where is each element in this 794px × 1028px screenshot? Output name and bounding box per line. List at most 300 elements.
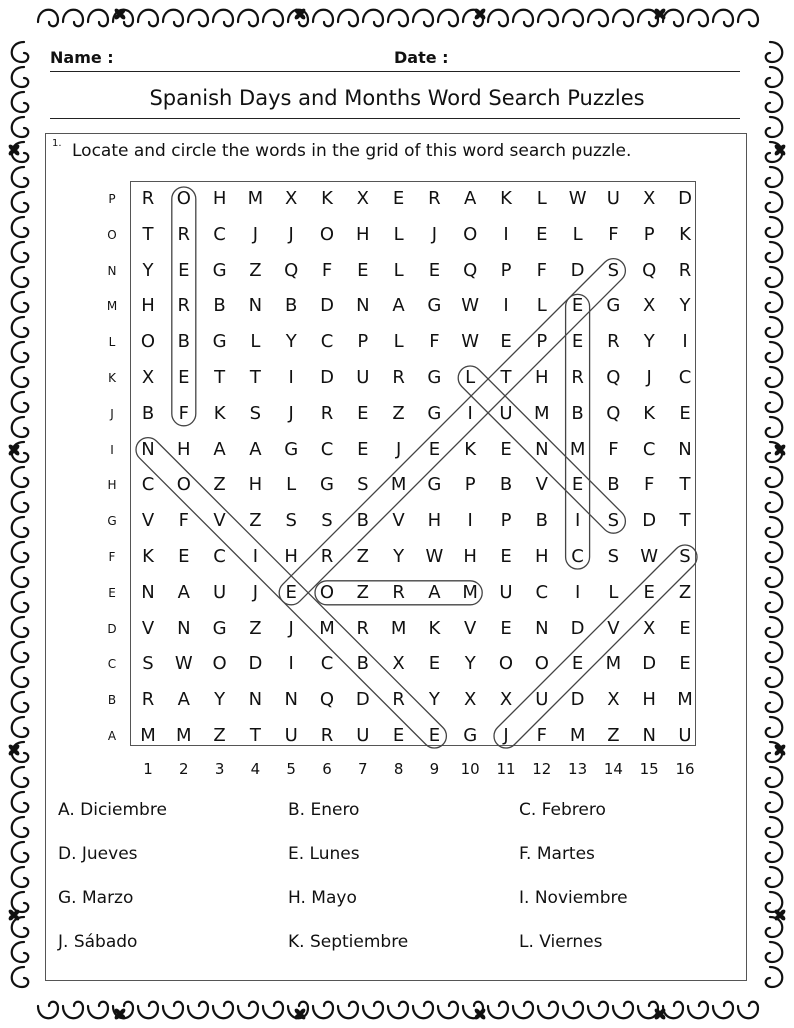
grid-cell[interactable]: D [570,689,585,711]
grid-cell[interactable]: K [643,402,656,424]
grid-cell[interactable]: G [427,367,442,388]
row-label: O [107,227,117,242]
grid-cell[interactable]: G [212,617,227,639]
word-list-item: C. Febrero [519,800,606,820]
grid-cell[interactable]: D [320,367,334,388]
grid-cell[interactable]: W [174,653,193,675]
grid-cell[interactable]: E [428,725,441,746]
grid-cell[interactable]: Y [464,653,476,675]
grid-cell[interactable]: R [320,546,334,567]
grid-cell[interactable]: J [503,725,509,746]
column-label: 7 [358,760,368,778]
column-label: 15 [639,760,659,778]
grid-cell[interactable]: M [462,581,478,603]
grid-cell[interactable]: E [357,259,369,281]
grid-cell[interactable]: G [212,259,227,281]
grid-cell[interactable]: C [571,546,584,567]
grid-cell[interactable]: H [356,223,370,245]
column-label: 8 [393,760,404,778]
grid-cell[interactable]: D [678,188,692,209]
grid-cell[interactable]: N [678,438,692,460]
column-label: 1 [143,760,153,778]
column-label: 6 [322,760,332,778]
grid-cell[interactable]: B [499,474,513,496]
grid-cell[interactable]: Z [213,474,226,496]
grid-cell[interactable]: R [356,617,370,639]
grid-cell[interactable]: X [141,367,155,388]
grid-cell[interactable]: T [142,223,154,245]
grid-cell[interactable]: T [679,474,691,496]
grid-cell[interactable]: G [606,295,621,317]
grid-cell[interactable]: P [500,259,512,281]
grid-cell[interactable]: E [679,653,691,675]
grid-cell[interactable]: X [356,188,369,209]
grid-cell[interactable]: E [428,438,441,460]
grid-cell[interactable]: F [536,725,547,746]
grid-cell[interactable]: E [285,581,297,603]
grid-cell[interactable]: K [679,223,691,245]
grid-cell[interactable]: R [392,367,405,388]
grid-cell[interactable]: E [392,725,405,746]
grid-cell[interactable]: Z [607,725,620,746]
grid-cell[interactable]: I [574,510,581,532]
grid-cell[interactable]: H [212,188,227,209]
grid-cell[interactable]: O [319,223,335,245]
column-label: 5 [286,760,296,778]
column-label: 13 [568,760,588,778]
grid-cell[interactable]: W [461,295,480,317]
grid-cell[interactable]: H [248,474,263,496]
grid-cell[interactable]: E [571,474,584,496]
grid-cell[interactable]: L [536,295,547,317]
grid-cell[interactable]: F [608,438,619,460]
grid-cell[interactable]: M [319,617,335,639]
grid-cell[interactable]: B [356,510,369,532]
grid-cell[interactable]: I [288,653,294,675]
grid-cell[interactable]: J [431,223,438,245]
column-label: 3 [214,760,225,778]
grid-cell[interactable]: G [284,438,299,460]
grid-cell[interactable]: J [395,438,402,460]
grid-cell[interactable]: L [465,367,476,388]
word-list-item: I. Noviembre [519,888,628,908]
grid-cell[interactable]: D [570,259,585,281]
grid-cell[interactable]: Z [356,546,369,567]
grid-cell[interactable]: M [390,617,407,639]
grid-cell[interactable]: A [428,581,441,603]
grid-cell[interactable]: Y [428,689,440,711]
grid-cell[interactable]: E [428,653,441,675]
grid-cell[interactable]: D [355,689,370,711]
grid-cell[interactable]: O [176,188,191,209]
grid-cell[interactable]: L [286,474,297,496]
word-list-item: F. Martes [519,844,595,864]
grid-cell[interactable]: O [463,223,478,245]
grid-cell[interactable]: E [357,438,369,460]
row-label: K [108,371,116,385]
grid-cell[interactable]: L [393,259,404,281]
grid-cell[interactable]: K [321,188,333,209]
grid-cell[interactable]: P [464,474,476,496]
grid-cell[interactable]: T [500,367,512,388]
grid-cell[interactable]: G [427,402,442,424]
grid-cell[interactable]: K [213,402,226,424]
word-list-item: E. Lunes [288,844,360,864]
grid-cell[interactable]: A [177,689,190,711]
grid-cell[interactable]: N [642,725,656,746]
grid-cell[interactable]: V [141,510,155,532]
flower-icon [473,1007,486,1020]
grid-cell[interactable]: F [178,402,189,424]
grid-cell[interactable]: D [248,653,263,675]
word-list-item: J. Sábado [58,932,138,952]
grid-cell[interactable]: H [535,546,549,567]
grid-cell[interactable]: N [141,581,155,603]
grid-cell[interactable]: S [142,653,154,675]
grid-cell[interactable]: Y [285,331,297,353]
word-list-item: D. Jueves [58,844,138,864]
row-label: M [106,299,118,314]
row-label: E [108,585,116,600]
row-label: G [107,514,117,529]
grid-cell[interactable]: R [607,331,620,353]
grid-cell[interactable]: I [467,402,473,424]
column-label: 2 [179,760,189,778]
row-label: I [110,442,114,457]
grid-cell[interactable]: S [679,546,691,567]
grid-cell[interactable]: X [643,617,656,639]
grid-cell[interactable]: I [503,295,509,317]
grid-cell[interactable]: W [568,188,587,209]
grid-cell[interactable]: L [572,223,583,245]
grid-cell[interactable]: Q [606,367,621,388]
grid-cell[interactable]: G [427,295,442,317]
grid-cell[interactable]: U [606,188,620,209]
grid-cell[interactable]: A [464,188,477,209]
grid-cell[interactable]: R [678,259,692,281]
grid-cell[interactable]: V [392,510,405,532]
column-label: 14 [603,760,623,778]
column-label: 9 [429,760,440,778]
grid-cell[interactable]: E [679,617,691,639]
grid-cell[interactable]: P [500,510,512,532]
column-label: 4 [250,760,261,778]
grid-cell[interactable]: E [357,402,369,424]
grid-cell[interactable]: H [535,367,549,388]
grid-cell[interactable]: I [574,581,581,603]
grid-cell[interactable]: I [252,546,259,567]
grid-cell[interactable]: P [643,223,655,245]
row-label: B [107,693,117,708]
grid-cell[interactable]: T [679,510,691,532]
grid-cell[interactable]: C [535,581,549,603]
grid-cell[interactable]: Z [249,259,262,281]
grid-cell[interactable]: L [393,223,404,245]
grid-cell[interactable]: X [499,689,513,711]
grid-cell[interactable]: H [177,438,191,460]
grid-cell[interactable]: M [140,725,156,746]
grid-cell[interactable]: V [607,617,620,639]
grid-cell[interactable]: H [141,295,155,317]
grid-cell[interactable]: E [571,331,584,353]
grid-cell[interactable]: S [607,259,620,281]
grid-cell[interactable]: A [249,438,262,460]
grid-cell[interactable]: F [536,259,547,281]
grid-cell[interactable]: W [461,331,480,353]
grid-cell[interactable]: B [571,402,584,424]
word-list-item: H. Mayo [288,888,357,908]
grid-cell[interactable]: R [392,581,405,603]
grid-cell[interactable]: M [390,474,407,496]
grid-cell[interactable]: C [213,223,226,245]
grid-cell[interactable]: N [248,295,263,317]
grid-cell[interactable]: M [534,402,550,424]
grid-cell[interactable]: B [535,510,548,532]
grid-cell[interactable]: U [356,367,370,388]
grid-cell[interactable]: E [178,259,190,281]
question-number: 1. [52,138,62,149]
grid-cell[interactable]: Y [142,259,154,281]
grid-cell[interactable]: L [536,188,547,209]
grid-cell[interactable]: Q [606,402,621,424]
grid-cell[interactable]: N [535,617,549,639]
grid-cell[interactable]: M [569,438,586,460]
row-label: J [110,406,114,421]
grid-cell[interactable]: Q [319,689,335,711]
grid-cell[interactable]: X [643,295,656,317]
grid-cell[interactable]: U [284,725,298,746]
row-label: P [108,192,116,206]
grid-cell[interactable]: X [607,689,620,711]
grid-cell[interactable]: C [213,546,226,567]
grid-cell[interactable]: Y [214,689,226,711]
column-label: 16 [675,760,695,778]
grid-cell[interactable]: R [141,188,155,209]
grid-cell[interactable]: Z [249,510,262,532]
grid-cell[interactable]: Q [642,259,657,281]
grid-cell[interactable]: J [288,402,294,424]
row-label: C [107,657,117,672]
name-line[interactable] [50,71,740,72]
grid-cell[interactable]: Z [392,402,405,424]
grid-cell[interactable]: H [642,689,656,711]
grid-cell[interactable]: M [247,188,264,209]
grid-cell[interactable]: V [535,474,548,496]
grid-cell[interactable]: A [213,438,226,460]
grid-cell[interactable]: O [319,581,335,603]
grid-cell[interactable]: K [500,188,512,209]
grid-cell[interactable]: P [536,331,548,353]
grid-cell[interactable]: V [213,510,226,532]
grid-cell[interactable]: E [536,223,548,245]
grid-cell[interactable]: N [535,438,549,460]
grid-cell[interactable]: O [534,653,549,675]
grid-cell[interactable]: E [643,581,655,603]
grid-cell[interactable]: Z [249,617,262,639]
column-label: 11 [496,760,516,778]
grid-cell[interactable]: E [428,259,441,281]
page-title: Spanish Days and Months Word Search Puzzles [149,86,645,110]
grid-cell[interactable]: F [608,223,619,245]
grid-cell[interactable]: R [571,367,584,388]
grid-cell[interactable]: T [249,725,261,746]
grid-cell[interactable]: R [320,725,334,746]
grid-cell[interactable]: S [285,510,297,532]
grid-cell[interactable]: Y [643,331,655,353]
grid-cell[interactable]: E [500,617,512,639]
grid-cell[interactable]: V [464,617,477,639]
grid-cell[interactable]: R [177,295,191,317]
grid-cell[interactable]: V [141,617,155,639]
grid-cell[interactable]: S [357,474,369,496]
grid-cell[interactable]: B [213,295,226,317]
grid-cell[interactable]: M [569,725,586,746]
grid-cell[interactable]: N [248,689,263,711]
grid-cell[interactable]: G [212,331,227,353]
grid-cell[interactable]: N [177,617,191,639]
grid-cell[interactable]: U [356,725,370,746]
grid-cell[interactable]: U [535,689,549,711]
grid-cell[interactable]: B [356,653,369,675]
grid-cell[interactable]: X [464,689,477,711]
grid-cell[interactable]: X [643,188,656,209]
grid-cell[interactable]: S [607,546,620,567]
grid-cell[interactable]: J [646,367,652,388]
grid-cell[interactable]: U [678,725,692,746]
grid-cell[interactable]: W [640,546,659,567]
grid-cell[interactable]: S [321,510,333,532]
grid-cell[interactable]: Z [356,581,369,603]
grid-cell[interactable]: N [141,438,155,460]
grid-cell[interactable]: B [141,402,155,424]
grid-cell[interactable]: C [141,474,155,496]
grid-cell[interactable]: E [500,438,512,460]
grid-cell[interactable]: K [428,617,441,639]
grid-cell[interactable]: P [357,331,369,353]
grid-cell[interactable]: E [500,331,512,353]
grid-cell[interactable]: C [320,653,334,675]
date-label: Date : [394,48,449,67]
grid-cell[interactable]: F [178,510,189,532]
grid-cell[interactable]: R [141,689,155,711]
row-label: A [107,729,117,743]
grid-cell[interactable]: E [178,546,190,567]
grid-cell[interactable]: T [214,367,226,388]
grid-cell[interactable]: E [500,546,512,567]
grid-cell[interactable]: E [392,188,405,209]
grid-cell[interactable]: G [427,474,442,496]
grid-cell[interactable]: A [177,581,190,603]
grid-cell[interactable]: U [499,402,513,424]
grid-cell[interactable]: Y [393,546,405,567]
grid-cell[interactable]: F [321,259,333,281]
grid-cell[interactable]: B [607,474,620,496]
grid-cell[interactable]: O [176,474,191,496]
grid-cell[interactable]: B [285,295,298,317]
grid-cell[interactable]: F [429,331,440,353]
grid-cell[interactable]: Z [213,725,226,746]
grid-cell[interactable]: B [177,331,190,353]
grid-cell[interactable]: Q [463,259,478,281]
grid-cell[interactable]: N [356,295,370,317]
grid-cell[interactable]: D [570,617,585,639]
grid-cell[interactable]: A [392,295,405,317]
grid-cell[interactable]: C [320,331,334,353]
grid-cell[interactable]: K [464,438,477,460]
grid-cell[interactable]: J [288,617,294,639]
grid-cell[interactable]: C [642,438,656,460]
grid-cell[interactable]: G [463,725,478,746]
grid-cell[interactable]: L [250,331,261,353]
grid-cell[interactable]: O [140,331,156,353]
word-list-item: G. Marzo [58,888,134,908]
row-label: H [107,478,117,493]
flower-icon [473,7,486,20]
grid-cell[interactable]: S [249,402,262,424]
grid-cell[interactable]: I [288,367,294,388]
grid-cell[interactable]: W [425,546,444,567]
grid-cell[interactable]: E [571,653,584,675]
grid-cell[interactable]: O [212,653,227,675]
column-label: 10 [460,760,480,778]
grid-cell[interactable]: I [467,510,473,532]
grid-cell[interactable]: H [463,546,477,567]
grid-cell[interactable]: Y [679,295,691,317]
grid-cell[interactable]: R [177,223,191,245]
grid-cell[interactable]: C [320,438,334,460]
grid-cell[interactable]: C [678,367,692,388]
grid-cell[interactable]: R [428,188,441,209]
grid-cell[interactable]: E [679,402,691,424]
grid-cell[interactable]: O [498,653,514,675]
grid-cell[interactable]: U [499,581,513,603]
grid-cell[interactable]: E [178,367,190,388]
word-list-item: B. Enero [288,800,360,820]
grid-cell[interactable]: L [393,331,404,353]
grid-cell[interactable]: I [682,331,688,353]
grid-cell[interactable]: Z [678,581,692,603]
grid-cell[interactable]: D [642,653,657,675]
grid-cell[interactable]: R [392,689,405,711]
name-label: Name : [50,48,114,67]
grid-cell[interactable]: U [213,581,227,603]
grid-cell[interactable]: R [320,402,334,424]
grid-cell[interactable]: J [288,223,294,245]
row-label: L [108,335,116,350]
grid-cell[interactable]: M [605,653,622,675]
grid-cell[interactable]: Q [284,259,299,281]
grid-cell[interactable]: N [284,689,298,711]
grid-cell[interactable]: G [320,474,334,496]
grid-cell[interactable]: X [285,188,298,209]
grid-cell[interactable]: M [677,689,693,711]
grid-cell[interactable]: J [252,581,259,603]
grid-cell[interactable]: I [503,223,509,245]
grid-cell[interactable]: D [320,295,334,317]
grid-cell[interactable]: L [608,581,619,603]
grid-cell[interactable]: J [252,223,259,245]
grid-cell[interactable]: K [142,546,154,567]
grid-cell[interactable]: D [642,510,657,532]
grid-cell[interactable]: H [427,510,442,532]
grid-cell[interactable]: H [284,546,298,567]
grid-cell[interactable]: T [249,367,261,388]
grid-cell[interactable]: E [571,295,584,317]
grid-cell[interactable]: X [392,653,405,675]
grid-cell[interactable]: M [176,725,192,746]
grid-cell[interactable]: S [607,510,620,532]
grid-cell[interactable]: F [644,474,655,496]
